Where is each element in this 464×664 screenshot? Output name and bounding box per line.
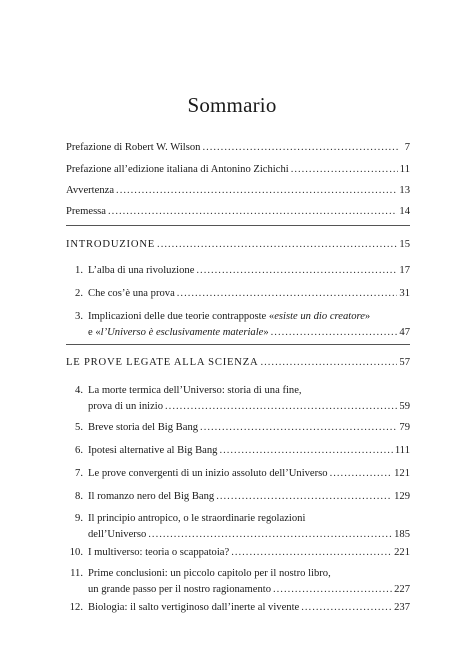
chapter-title-line-2: prova di un inizio: [88, 401, 164, 412]
chapter-title: I multiverso: teoria o scappatoia?: [88, 547, 230, 558]
dot-leader: [271, 325, 398, 341]
toc-page-number: 7: [404, 142, 410, 153]
toc-page-number: 237: [394, 602, 410, 613]
dot-leader: [330, 466, 393, 482]
toc-page-number: 79: [399, 422, 410, 433]
dot-leader: [231, 545, 392, 561]
toc-chapter-5: [66, 420, 410, 436]
toc-entry-label: Avvertenza: [66, 185, 115, 196]
toc-part-label: LE PROVE LEGATE ALLA SCIENZA: [66, 357, 259, 368]
chapter-title: L’alba di una rivoluzione: [88, 265, 195, 276]
chapter-number: 8.: [75, 491, 83, 502]
chapter-title-quote-close: »: [364, 311, 371, 322]
dot-leader: [260, 355, 397, 371]
chapter-number: 9.: [75, 513, 83, 524]
chapter-number: 7.: [75, 468, 83, 479]
chapter-number: 6.: [75, 445, 83, 456]
chapter-title-quote-close: »: [263, 327, 269, 338]
chapter-title: Biologia: il salto vertiginoso dall’inerte al vivente: [88, 602, 300, 613]
dot-leader: [116, 183, 397, 199]
chapter-number: 2.: [75, 288, 83, 299]
chapter-title-line-2: un grande passo per il nostro ragionamento: [88, 584, 271, 595]
toc-entry-label: Prefazione all’edizione italiana di Antonino Zichichi: [66, 164, 289, 175]
chapter-title-line-2: dell’Universo: [88, 529, 147, 540]
dot-leader: [216, 489, 392, 505]
chapter-number: 5.: [75, 422, 83, 433]
toc-entry-premessa: [66, 204, 410, 220]
dot-leader: [219, 443, 392, 459]
dot-leader: [202, 140, 398, 156]
toc-page-number: 47: [399, 327, 410, 338]
toc-page-number: 13: [399, 185, 410, 196]
toc-chapter-3: [66, 309, 410, 341]
chapter-title-line-1: Prime conclusioni: un piccolo capitolo per il nostro libro,: [88, 568, 331, 579]
toc-page-number: 11: [399, 164, 410, 175]
chapter-title-line-2: e «: [88, 327, 101, 338]
toc-chapter-1: [66, 263, 410, 279]
toc-chapter-7: [66, 466, 410, 482]
section-divider: [66, 225, 410, 226]
toc-page-number: 121: [394, 468, 410, 479]
chapter-title: Il romanzo nero del Big Bang: [88, 491, 215, 502]
chapter-title-emphasis: esiste un dio creatore: [274, 311, 365, 322]
chapter-title: Breve storia del Big Bang: [88, 422, 199, 433]
chapter-title: Le prove convergenti di un inizio assoluto dell’Universo: [88, 468, 328, 479]
toc-chapter-4: [66, 383, 410, 415]
chapter-number: 11.: [70, 568, 83, 579]
dot-leader: [273, 582, 392, 598]
toc-page-number: 59: [399, 401, 410, 412]
toc-page-number: 227: [394, 584, 410, 595]
toc-page-number: 17: [399, 265, 410, 276]
chapter-number: 4.: [75, 385, 83, 396]
toc-chapter-6: [66, 443, 410, 459]
dot-leader: [200, 420, 397, 436]
toc-chapter-8: [66, 489, 410, 505]
chapter-number: 12.: [69, 602, 83, 613]
toc-chapter-11: [66, 566, 410, 598]
toc-page-number: 57: [399, 357, 410, 368]
toc-entry-preface-wilson: [66, 140, 410, 156]
chapter-title-line-1: Il principio antropico, o le straordinarie regolazioni: [88, 513, 306, 524]
chapter-title: Ipotesi alternative al Big Bang: [88, 445, 218, 456]
dot-leader: [148, 527, 392, 543]
dot-leader: [196, 263, 397, 279]
toc-entry-preface-zichichi: [66, 162, 410, 178]
toc-part-prove-scienza: [66, 355, 410, 371]
chapter-title: Che cos’è una prova: [88, 288, 175, 299]
chapter-title-line-1: La morte termica dell’Universo: storia di una fine,: [88, 385, 302, 396]
toc-page-number: 221: [394, 547, 410, 558]
toc-page-number: 185: [394, 529, 410, 540]
section-divider: [66, 344, 410, 345]
toc-entry-label: Prefazione di Robert W. Wilson: [66, 142, 201, 153]
toc-chapter-10: [66, 545, 410, 561]
chapter-title-emphasis: l’Universo è esclusivamente materiale: [100, 327, 264, 338]
toc-page-number: 14: [399, 206, 410, 217]
page-title: Sommario: [187, 93, 277, 117]
dot-leader: [177, 286, 398, 302]
chapter-number: 1.: [75, 265, 83, 276]
dot-leader: [291, 162, 398, 178]
dot-leader: [108, 204, 397, 220]
toc-entry-label: Premessa: [66, 206, 107, 217]
chapter-number: 10.: [69, 547, 83, 558]
toc-chapter-2: [66, 286, 410, 302]
toc-page-number: 111: [394, 445, 410, 456]
toc-page-number: 15: [399, 239, 410, 250]
dot-leader: [165, 399, 397, 415]
dot-leader: [301, 600, 392, 616]
toc-page-number: 31: [399, 288, 410, 299]
toc-part-introduzione: [66, 237, 410, 253]
toc-page-number: 129: [394, 491, 410, 502]
toc-part-label: INTRODUZIONE: [66, 239, 156, 250]
chapter-title-line-1: Implicazioni delle due teorie contrapposte «: [88, 311, 275, 322]
toc-chapter-12: [66, 600, 410, 616]
dot-leader: [157, 237, 397, 253]
toc-entry-avvertenza: [66, 183, 410, 199]
toc-chapter-9: [66, 511, 410, 543]
chapter-number: 3.: [75, 311, 83, 322]
